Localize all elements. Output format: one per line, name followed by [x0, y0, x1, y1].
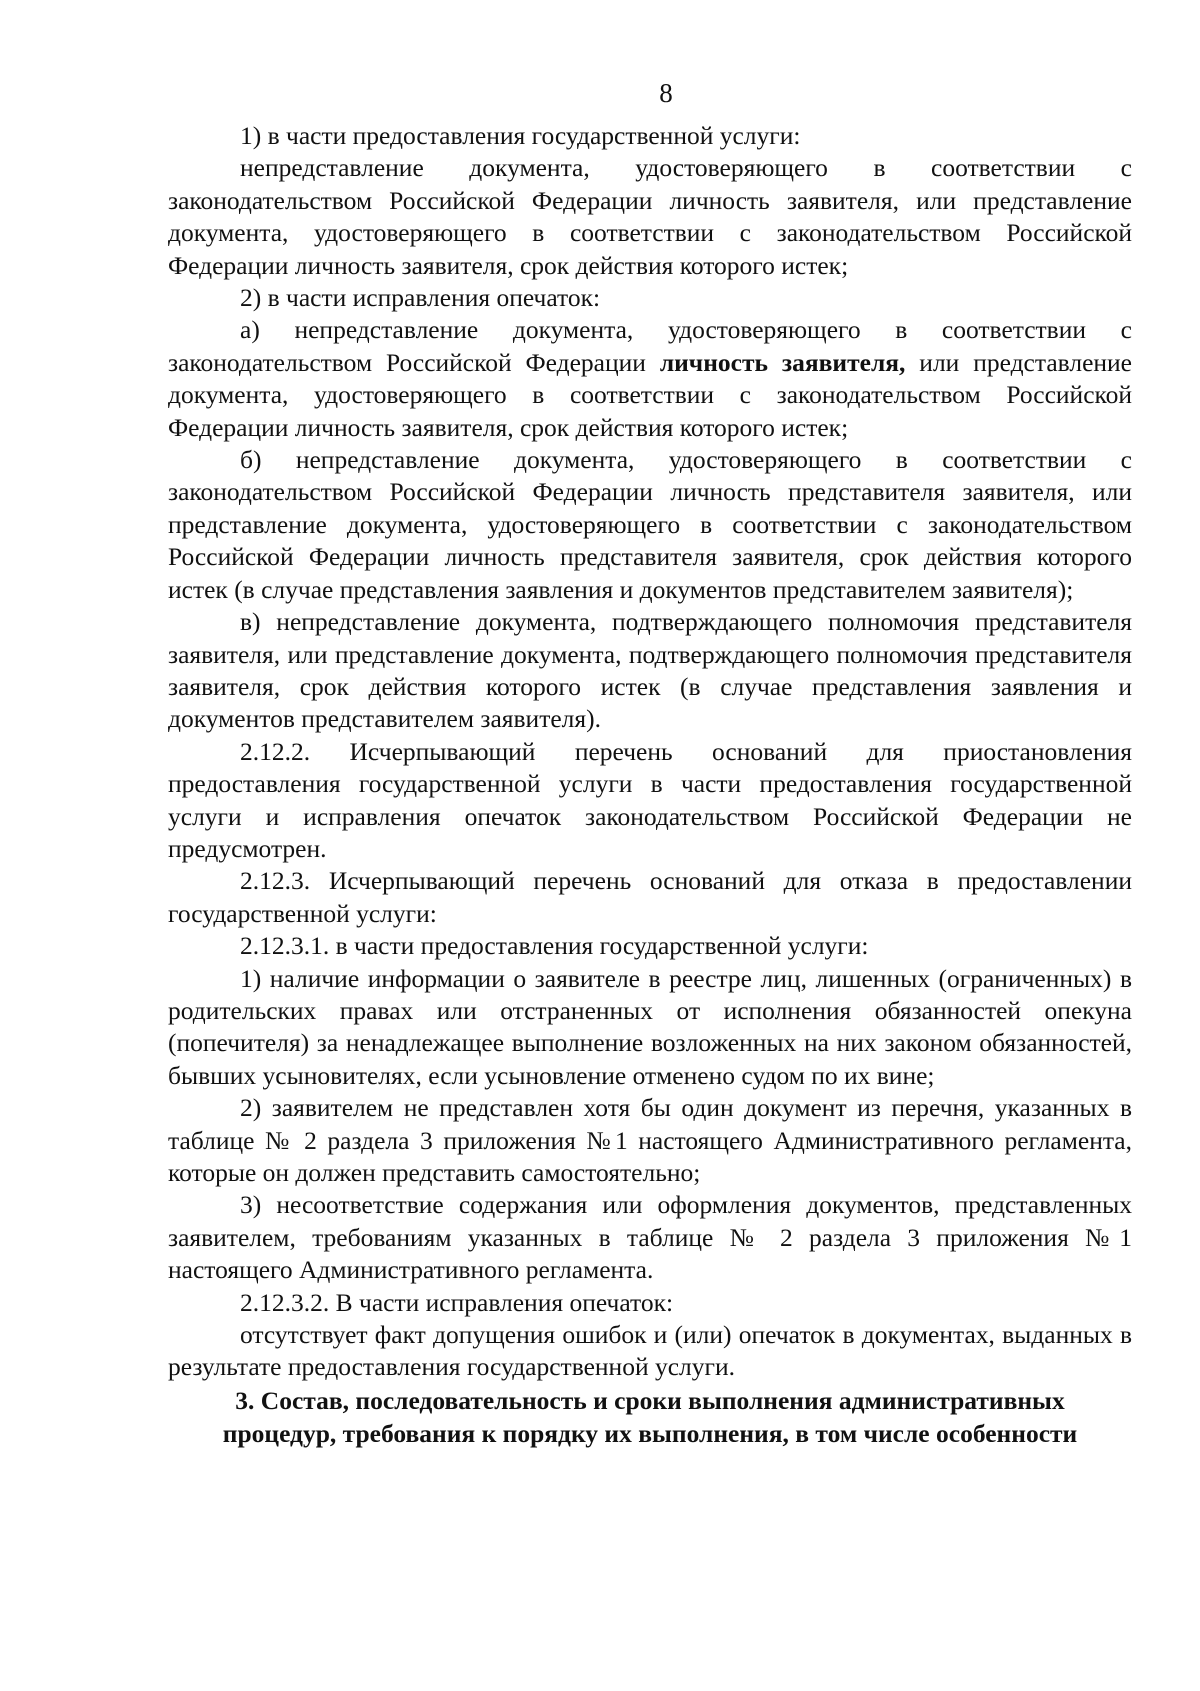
section-heading: [168, 1384, 1132, 1450]
paragraph-7: 2.12.2. Исчерпывающий перечень оснований для приостановления предоставления государственной услуги в части предоставления государственной услуги и исправления опечаток законодательством Российской Федерации не предусмотрен.: [168, 736, 1132, 863]
paragraph-6: в) непредставление документа, подтверждающего полномочия представителя заявителя, или представление документа, подтверждающего полномочия представителя заявителя, срок действия которого истек (в случае представления заявления и документов представителем заявителя).: [168, 607, 1132, 734]
paragraph-4-before: а) непредставление документа, удостоверяющего в соответствии с законодательством Российской Федерации: [168, 315, 1132, 377]
paragraph-8: 2.12.3. Исчерпывающий перечень оснований для отказа в предоставлении государственной услуги:: [168, 866, 1132, 928]
page-number: 8: [659, 78, 673, 108]
paragraph-13: 2.12.3.2. В части исправления опечаток:: [240, 1287, 674, 1317]
paragraph-3: 2) в части исправления опечаток:: [240, 283, 601, 313]
paragraph-11: 2) заявителем не представлен хотя бы один документ из перечня, указанных в таблице № 2 раздела 3 приложения №1 настоящего Административного регламента, которые он должен представить самостоятельно;: [168, 1093, 1132, 1187]
paragraph-2: непредставление документа, удостоверяющего в соответствии с законодательством Российской Федерации личность заявителя, или представление документа, удостоверяющего в соответствии с законодательством Российской Федерации личность заявителя, срок действия которого истек;: [168, 153, 1132, 280]
paragraph-10: 1) наличие информации о заявителе в реестре лиц, лишенных (ограниченных) в родительских правах или отстраненных от исполнения обязанностей опекуна (попечителя) за ненадлежащее выполнение возложенных на них законом обязанностей, бывших усыновителях, если усыновление отменено судом по их вине;: [168, 963, 1132, 1090]
paragraph-14: отсутствует факт допущения ошибок и (или) опечаток в документах, выданных в результате предоставления государственной услуги.: [168, 1320, 1132, 1382]
document-page: [168, 76, 1132, 1450]
section-heading-line-1: 3. Состав, последовательность и сроки выполнения административных: [235, 1385, 1065, 1415]
paragraph-4-bold: личность заявителя,: [659, 347, 906, 377]
paragraph-4: [168, 314, 1132, 444]
paragraph-9: 2.12.3.1. в части предоставления государственной услуги:: [240, 931, 869, 961]
paragraph-1: 1) в части предоставления государственной услуги:: [240, 121, 801, 150]
section-heading-line-2: процедур, требования к порядку их выполнения, в том числе особенности: [222, 1418, 1078, 1448]
paragraph-4-after: или представление документа, удостоверяющего в соответствии с законодательством Российской Федерации личность заявителя, срок действия которого истек;: [168, 347, 1132, 442]
paragraph-12: 3) несоответствие содержания или оформления документов, представленных заявителем, требованиям указанных в таблице № 2 раздела 3 приложения №1 настоящего Административного регламента.: [168, 1190, 1132, 1285]
paragraph-5: б) непредставление документа, удостоверяющего в соответствии с законодательством Российской Федерации личность представителя заявителя, или представление документа, удостоверяющего в соответствии с законодательством Российской Федерации личность представителя заявителя, срок действия которого истек (в случае представления заявления и документов представителем заявителя);: [168, 445, 1132, 604]
